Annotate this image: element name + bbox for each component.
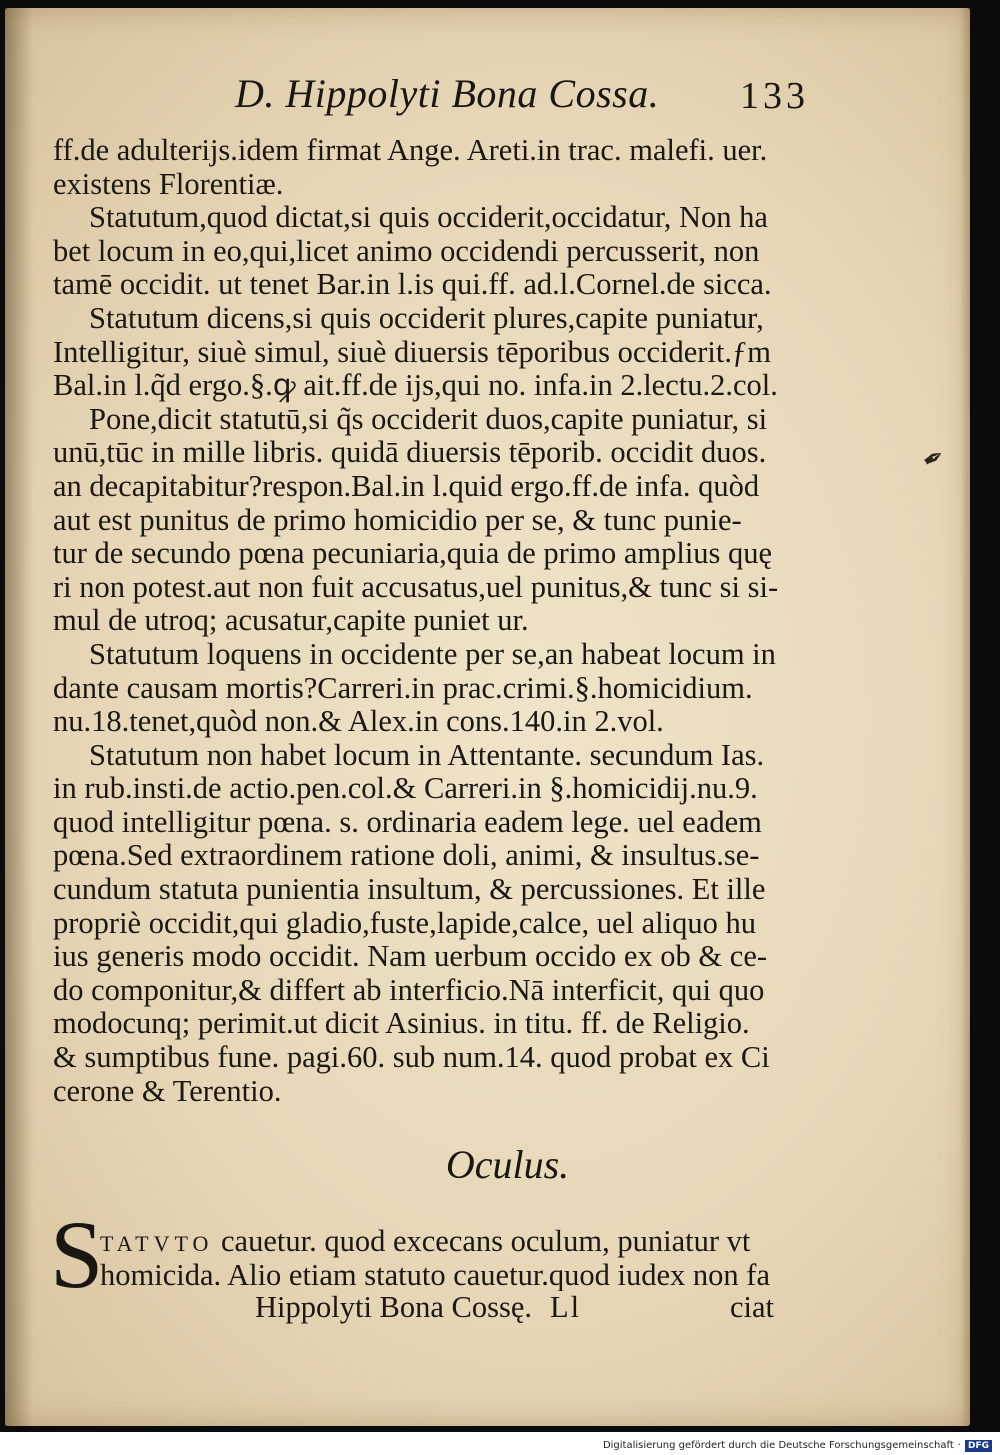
opening-line-1-rest: cauetur. quod excecans oculum, puniatur vt	[213, 1224, 751, 1258]
footer-credit: Digitalisierung gefördert durch die Deutsche Forschungsgemeinschaft · DFG	[603, 1438, 992, 1453]
text-line: ius generis modo occidit. Nam uerbum occido ex ob & ce-	[53, 940, 768, 974]
text-line: ri non potest.aut non fuit accusatus,uel punitus,& tunc si si-	[53, 570, 779, 604]
text-line: & sumptibus fune. pagi.60. sub num.14. quod probat ex Ci	[53, 1041, 770, 1075]
opening-smallcaps: TATVTO	[100, 1231, 214, 1256]
text-line: unū,tūc in mille libris. quidā diuersis tēporib. occidit duos.	[53, 436, 767, 470]
text-line: pœna.Sed extraordinem ratione doli, animi, & insultus.se-	[53, 839, 760, 873]
text-line: bet locum in eo,qui,licet animo occidendi percusserit, non	[53, 234, 760, 268]
text-line: quod intelligitur pœna. s. ordinaria eadem lege. uel eadem	[53, 805, 762, 839]
text-line: do componitur,& differt ab interficio.Nā interficit, qui quo	[53, 973, 765, 1007]
drop-initial: S	[50, 1201, 104, 1308]
text-line: cerone & Terentio.	[53, 1074, 282, 1108]
book-page	[5, 8, 970, 1426]
text-line: Pone,dicit statutū,si q̃s occiderit duos,capite puniatur, si	[89, 402, 768, 436]
text-line: aut est punitus de primo homicidio per se, & tunc punie-	[53, 503, 742, 537]
ink-mark-icon: ✒	[916, 440, 951, 477]
text-line: Bal.in l.q̃d ergo.§.ꝙ ait.ff.de ijs,qui no. infa.in 2.lectu.2.col.	[53, 369, 778, 403]
page-number: 133	[740, 75, 809, 117]
text-line: Statutum,quod dictat,si quis occiderit,occidatur, Non ha	[89, 201, 768, 235]
section-title: Oculus.	[445, 1142, 570, 1187]
text-line: cundum statuta punientia insultum, & percussiones. Et ille	[53, 873, 766, 907]
text-line: in rub.insti.de actio.pen.col.& Carreri.in §.homicidij.nu.9.	[53, 772, 758, 806]
signature-line	[255, 1290, 815, 1326]
running-title: D. Hippolyti Bona Cossa.	[235, 71, 660, 116]
text-line: dante causam mortis?Carreri.in prac.crimi.§.homicidium.	[53, 671, 753, 705]
signature-text: Hippolyti Bona Cossę.	[255, 1290, 533, 1324]
text-line: Statutum non habet locum in Attentante. secundum Ias.	[89, 738, 765, 772]
footer-credit-text: Digitalisierung gefördert durch die Deutsche Forschungsgemeinschaft	[602, 1440, 954, 1451]
text-line: Statutum dicens,si quis occiderit plures,capite puniatur,	[89, 301, 764, 335]
opening-line-1	[100, 1224, 820, 1258]
text-line: Statutum loquens in occidente per se,an habeat locum in	[89, 637, 776, 671]
text-line: ff.de adulterijs.idem firmat Ange. Areti.in trac. malefi. uer.	[53, 134, 768, 167]
text-line: tur de secundo pœna pecuniaria,quia de primo amplius quę	[53, 537, 773, 571]
section-opening	[100, 1224, 820, 1291]
text-line: propriè occidit,qui gladio,fuste,lapide,calce, uel aliquo hu	[53, 906, 756, 940]
text-line: Intelligitur, siuè simul, siuè diuersis tēporibus occiderit.ƒm	[53, 335, 771, 369]
signature-mark: Ll	[550, 1290, 582, 1324]
body-text	[53, 134, 823, 1108]
text-line: existens Florentiæ.	[53, 167, 284, 201]
dfg-logo: DFG	[965, 1440, 992, 1452]
text-line: tamē occidit. ut tenet Bar.in l.is qui.ff. ad.l.Cornel.de sicca.	[53, 268, 772, 302]
text-line: modocunq; perimit.ut dicit Asinius. in titu. ff. de Religio.	[53, 1007, 750, 1041]
running-head	[5, 70, 970, 120]
text-line: an decapitabitur?respon.Bal.in l.quid ergo.ff.de infa. quòd	[53, 469, 760, 503]
text-line: nu.18.tenet,quòd non.& Alex.in cons.140.in 2.vol.	[53, 705, 664, 739]
text-line: mul de utroq; acusatur,capite puniet ur.	[53, 604, 529, 638]
opening-line-2: homicida. Alio etiam statuto cauetur.quod iudex non fa	[100, 1257, 771, 1292]
catchword: ciat	[730, 1290, 775, 1324]
